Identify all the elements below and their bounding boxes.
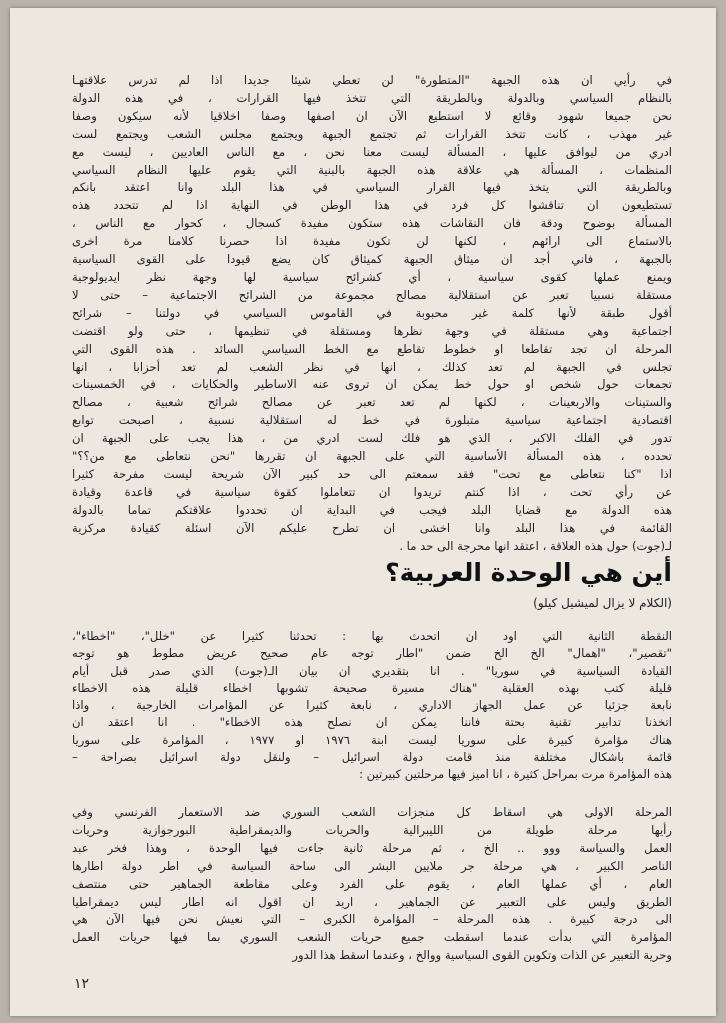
text-line: ادري من ليوافق عليها ، المسألة ليست معنا نحن ، مع الناس العاديين ، ليست مع (72, 144, 672, 159)
text-line: غير مهذب ، كانت تتخذ القرارات ثم تجتمع الجبهة ويجتمع مجلس الشعب ويجتمع لست (72, 126, 672, 141)
text-line: ويمنع عملها كقوى سياسية ، أي كشرائح سياسية لها وجهة نظر ايديولوجية (72, 269, 672, 284)
text-line: القيادة السياسية في سوريا" . انا بتقديري ان بيان الـ(جوت) الذي صدر قبل أيام (72, 663, 672, 678)
text-line: قائمة باشكال مختلفة منذ قامت دولة اسرائيل – ولنقل دولة اسرائيل بصراحة – (72, 750, 672, 765)
text-line: اتخذنا تدابير تقنية بحتة فاننا يمكن ان نصلح هذه الاخطاء" . انا اعتقد ان (72, 715, 672, 730)
text-line: تجمعات حول شخص او حول خط يمكن ان تروى عنه الاساطير والحكايات ، في الخمسينات (72, 377, 672, 392)
text-line: هذه الدولة مع قضايا البلد فيجب في البداية ان تحددوا علاقتكم تماما بالدولة (72, 502, 672, 517)
text-line: مستقلة نسبيا تعبر عن استقلالية مصالح مجموعة من الشرائح الاجتماعية – حتى لا (72, 287, 672, 302)
paragraph-first-stage (72, 804, 672, 965)
text-line: نابعة جزئيا عن عمل الجهاز الاداري ، نابعة كثيرا عن المؤامرات الخارجية ، واذا (72, 698, 672, 713)
text-line: المرحلة الاولى هي اسقاط كل منجزات الشعب السوري ضد الاستعمار الفرنسي وفي (72, 805, 672, 819)
text-line: القائمة في هذا البلد وانا اخشى ان تطرح عليكم الآن اسئلة كقيادة مركزية (72, 520, 672, 535)
text-line: المرحلة ان تجد تقاطعا او خطوط تقاطع مع الخط السياسي السائد . هذه القوى التي (72, 341, 672, 356)
text-line: تستطيعون ان تناقشوا كل فرد في هذا الوطن في النهاية اذا لم تتحدد هذه (72, 198, 672, 213)
text-line: قليلة كتب بهذه العقلية "هناك مسيرة صحيحة تشوبها اخطاء قليلة هذه الاخطاء (72, 680, 672, 695)
text-line: الناصر الكبير ، هي مرحلة جر ملايين البشر الى ساحة السياسة في اطر دولة اطارها (72, 858, 672, 873)
text-line: الى درجة كبيرة . هذه المرحلة – المؤامرة الكبرى – التي نعيش نحن فيها الآن هي (72, 912, 672, 927)
text-line: الطريق وليس على التعبير عن الجماهير ، اريد ان اقول انه اطار ليس ديمقراطيا (72, 894, 672, 909)
text-line: "تقصير"، "اهمال" الخ الخ ضمن "اطار توجه عام صحيح عريض مطوط هو توجه (72, 646, 672, 661)
text-line: بالاستماع الى ارائهم ، لكنها لن تكون مفيدة اذا حصرنا كلامنا مرة اخرى (72, 234, 672, 249)
page-number: ١٢ (74, 976, 90, 992)
text-line: بالجبهة ، فاني أجد ان ميثاق الجبهة كميثاق كان يضع قيودا على القوى السياسية (72, 252, 672, 267)
text-line: اجتماعية وهي مستقلة في وجهة نظرها ومستقلة في تنظيمها ، حتى ولو اقتضت (72, 323, 672, 338)
text-line: هناك مؤامرة كبيرة على سوريا ليست ابنة ١٩٧٦ او ١٩٧٧ ، المؤامرة على سوريا (72, 732, 672, 747)
text-line: العام ، أي عملها العام ، يقوم على الفرد وعلى مقاطعة الجماهير حتى منتصف (72, 876, 672, 891)
text-line: تدور في الفلك الاكبر ، الذي هو فلك لست ادري من ، هذا يجب على الجبهة ان (72, 431, 672, 446)
text-line: أقول طبقة لأنها كلمة غير محبوبة في القاموس السياسي في دولتنا – شرائح (72, 305, 672, 320)
text-line: هذه المؤامرة مرت بمراحل كثيرة ، انا اميز فيها مرحلتين كبيرتين : (359, 767, 672, 782)
text-line: تجلس في الجبهة لم تعد كذلك ، انها في نظر الشعب لم تعد أحزابا ، انها (72, 359, 672, 374)
text-line: والستينات والاربعينات ، لكنها لم تعد تعبر عن مصالح شرائح شعبية ، مصالح (72, 395, 672, 410)
section-heading: أين هي الوحدة العربية؟ (385, 558, 672, 587)
document-page (10, 8, 716, 1016)
text-line: اقتصادية اجتماعية سياسية متبلورة في خط له استقلالية نسبية ، اصبحت توابع (72, 413, 672, 428)
text-line: لـ(جوت) حول هذه العلاقة ، اعتقد انها محرجة الى حد ما . (399, 538, 672, 553)
text-line: اذا "كنا نتعاطى مع تحت" فقد سمعتم الى حد كبير الآن شريحة ليست مفرحة كثيرا (72, 466, 672, 481)
text-line: عن رأي تحت ، اذا كنتم تريدوا ان تتعاملوا كقوة سياسية في قاعدة وقيادة (72, 484, 672, 499)
text-line: المؤامرة التي بدأت عندما اسقطت جميع حريات الشعب السوري بما فيها حريات العمل (72, 930, 672, 945)
section-subheading: (الكلام لا يزال لميشيل كيلو) (533, 596, 672, 610)
text-line: النقطة الثانية التي اود ان اتحدث بها : تحدثنا كثيرا عن "خلل"، "اخطاء"، (72, 629, 672, 643)
text-line: نحن جميعا شهود وقائع لا استطيع الآن ان اصفها وصفا اخلاقيا لأنه سيكون وصفا (72, 108, 672, 123)
text-line: المسألة بوضوح ودقة فان النقاشات هذه ستكون مفيدة كسجال ، كحوار مع الناس ، (72, 216, 672, 231)
paragraph-intro (72, 72, 672, 555)
text-line: وبالطريقة التي يتخذ فيها القرار السياسي في هذا البلد وانا اعتقد بانكم (72, 180, 672, 195)
text-line: العمل والسياسة ووو .. الخ ، ثم مرحلة ثانية جاءت فيها الوحدة ، وهذا فخر عبد (72, 840, 672, 855)
text-line: بالنظام السياسي وبالدولة وبالطريقة التي تتخذ فيها القرارات ، في هذه الدولة (72, 90, 672, 105)
text-line: رأيها مرحلة طويلة من الليبرالية والحريات والديمقراطية البورجوازية وحريات (72, 822, 672, 837)
text-line: المنظمات ، المسألة هي علاقة هذه الجبهة بالبنية التي يقوم عليها النظام السياسي (72, 162, 672, 177)
paragraph-second-point (72, 628, 672, 784)
text-line: تحدده ، هذه المسألة الأساسية التي على الجبهة ان تقررها "نحن نتعاطى مع من؟؟" (72, 449, 672, 464)
text-line: وحرية التعبير عن الذات وتكوين القوى السياسية ووالخ ، وعندما اسقط هذا الدور (292, 948, 672, 963)
text-line: في رأيي ان هذه الجبهة "المتطورة" لن تعطي شيئا جديدا اذا لم تدرس علاقتهـا (72, 73, 672, 87)
